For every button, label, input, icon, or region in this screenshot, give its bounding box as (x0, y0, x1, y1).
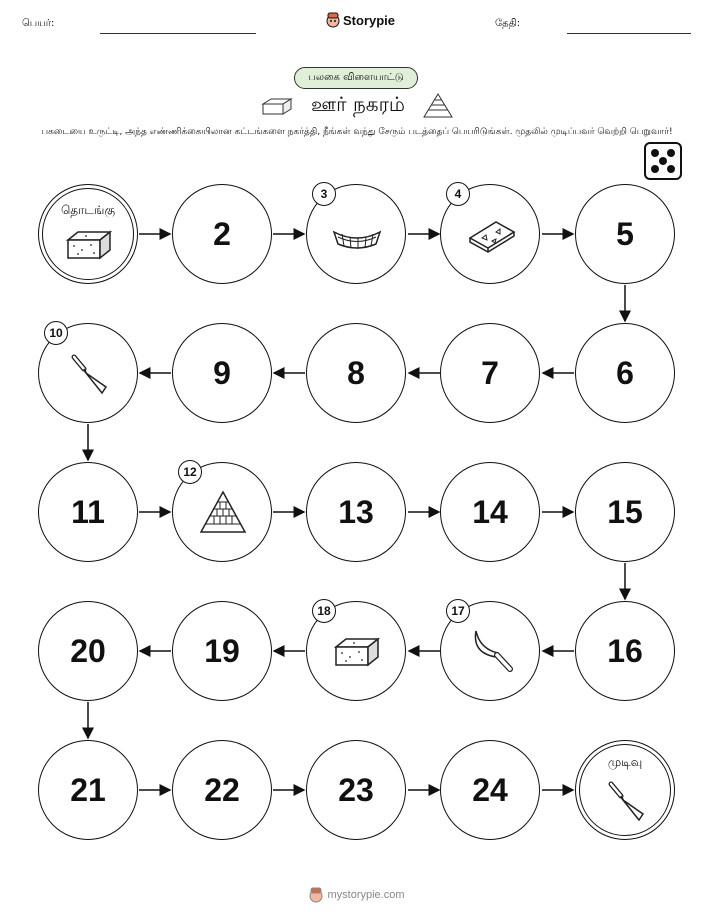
cell-number: 6 (616, 354, 634, 391)
cell-number: 14 (472, 493, 508, 530)
board-cell-6[interactable] (575, 323, 675, 423)
board-cell-9[interactable] (172, 323, 272, 423)
board-cell-1[interactable] (38, 184, 138, 284)
cell-number: 15 (607, 493, 643, 530)
board-cell-13[interactable] (306, 462, 406, 562)
board-cell-25[interactable] (575, 740, 675, 840)
start-label: தொடங்கு (60, 203, 116, 217)
cell-number: 16 (607, 632, 643, 669)
board-cell-22[interactable] (172, 740, 272, 840)
cell-number: 13 (338, 493, 374, 530)
board-cell-24[interactable] (440, 740, 540, 840)
cell-number: 5 (616, 215, 634, 252)
board-cell-8[interactable] (306, 323, 406, 423)
board-cell-3[interactable] (306, 184, 406, 284)
board-cell-17[interactable] (440, 601, 540, 701)
cell-number: 24 (472, 771, 508, 808)
instructions: பகடையை உருட்டி, அந்த எண்ணிக்கையிலான கட்டங்களை நகர்த்தி, நீங்கள் வந்து சேரும் படத்தைப் பெயரிடுங்கள். முதலில் முடிப்பவர் வெற்றி பெறுவார்! (41, 127, 673, 137)
title-text: ஊர் நகரம் (310, 92, 406, 116)
cell-number: 9 (213, 354, 231, 391)
cell-number-badge: 4 (446, 182, 470, 206)
board-cell-16[interactable] (575, 601, 675, 701)
board-cell-20[interactable] (38, 601, 138, 701)
board-cell-19[interactable] (172, 601, 272, 701)
board-cell-15[interactable] (575, 462, 675, 562)
game-type-badge: பலகை விளையாட்டு (294, 67, 418, 89)
board-cell-11[interactable] (38, 462, 138, 562)
board-cell-23[interactable] (306, 740, 406, 840)
board-cell-5[interactable] (575, 184, 675, 284)
cell-number: 23 (338, 771, 374, 808)
footer (0, 887, 714, 903)
board-cell-21[interactable] (38, 740, 138, 840)
cell-number: 20 (70, 632, 106, 669)
footer-url[interactable]: mystorypie.com (327, 889, 405, 901)
date-label: தேதி: (495, 18, 521, 29)
cell-number-badge: 18 (312, 599, 336, 623)
cell-number-badge: 10 (44, 321, 68, 345)
board-cell-14[interactable] (440, 462, 540, 562)
board-cell-10[interactable] (38, 323, 138, 423)
cell-number-badge: 3 (312, 182, 336, 206)
cell-number: 2 (213, 215, 231, 252)
cell-number-badge: 17 (446, 599, 470, 623)
board-cell-7[interactable] (440, 323, 540, 423)
cell-number: 8 (347, 354, 365, 391)
cell-number: 21 (70, 771, 106, 808)
cell-number: 11 (71, 493, 105, 530)
cell-number: 7 (481, 354, 499, 391)
pie-mascot-icon (309, 887, 323, 903)
finish-label: முடிவு (607, 755, 643, 769)
brand-name: Storypie (343, 12, 396, 28)
cell-number: 19 (204, 632, 240, 669)
name-label: பெயர்: (22, 18, 55, 29)
cell-number-badge: 12 (178, 460, 202, 484)
board-cell-4[interactable] (440, 184, 540, 284)
board-cell-12[interactable] (172, 462, 272, 562)
board-cell-18[interactable] (306, 601, 406, 701)
cell-number: 22 (204, 771, 240, 808)
board-cell-2[interactable] (172, 184, 272, 284)
